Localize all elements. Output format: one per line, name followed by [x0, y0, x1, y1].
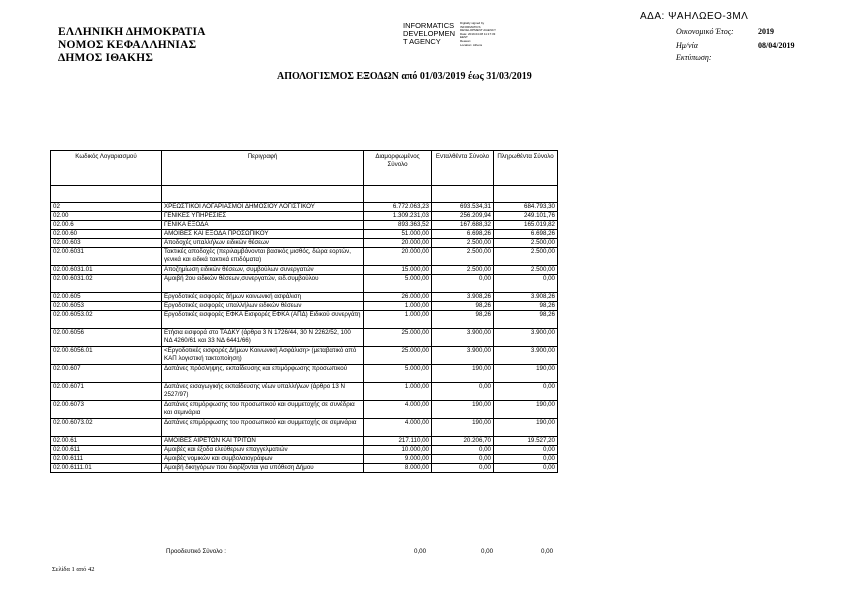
row-paid: 2.500,00: [494, 266, 558, 275]
row-committed: 98,26: [432, 311, 494, 329]
row-code: 02.00.6111.01: [51, 464, 162, 473]
row-formed: 10.000,00: [364, 446, 432, 455]
row-code: 02.00.61: [51, 437, 162, 446]
row-paid: 684.793,30: [494, 203, 558, 212]
table-row: [51, 329, 558, 347]
row-committed: 98,26: [432, 302, 494, 311]
row-paid: 0,00: [494, 446, 558, 455]
expenses-table: [50, 150, 558, 473]
row-code: 02.00.6053: [51, 302, 162, 311]
table-row: [51, 419, 558, 437]
table-row: [51, 455, 558, 464]
row-committed: 3.900,00: [432, 329, 494, 347]
fiscal-year-value: 2019: [758, 27, 774, 36]
row-formed: 893.363,52: [364, 221, 432, 230]
ada-code: ΑΔΑ: ΨΑΗΛΩΕΟ-3ΜΛ: [640, 11, 749, 22]
row-description: <Εργοδοτικές εισφορές Δήμων Κοινωνική Ασφάλιση> (μεταβατικό από ΚΑΠ λογιστική τακτοποίηση): [162, 347, 364, 365]
table-row: [51, 401, 558, 419]
table-row: [51, 302, 558, 311]
row-description: Αμοιβές νομικών και συμβολαιογράφων: [162, 455, 364, 464]
row-committed: 0,00: [432, 455, 494, 464]
table-row: [51, 221, 558, 230]
row-formed: 1.000,00: [364, 302, 432, 311]
row-formed: 25.000,00: [364, 329, 432, 347]
row-committed: 2.500,00: [432, 248, 494, 266]
row-description: Εργοδοτικές εισφορές ΕΦΚΑ Εισφορές ΕΦΚΑ (ΑΠΔ) Ειδικού συνεργάτη: [162, 311, 364, 329]
row-paid: 98,26: [494, 311, 558, 329]
row-description: ΓΕΝΙΚΕΣ ΥΠΗΡΕΣΙΕΣ: [162, 212, 364, 221]
table-row: [51, 239, 558, 248]
signature-detail: DEVELOPMENT AGENCY: [460, 28, 496, 33]
row-code: 02.00.6111: [51, 455, 162, 464]
row-code: 02.00.6071: [51, 383, 162, 401]
row-paid: 190,00: [494, 365, 558, 383]
row-paid: 98,26: [494, 302, 558, 311]
row-committed: 6.698,26: [432, 230, 494, 239]
row-code: 02.00.605: [51, 293, 162, 302]
row-description: Αμοιβή 2ου ειδικών θέσεων,συνεργατών, ειδ.συμβούλου: [162, 275, 364, 293]
row-description: ΓΕΝΙΚΑ ΕΞΟΔΑ: [162, 221, 364, 230]
row-code: 02.00.6056.01: [51, 347, 162, 365]
row-description: Δαπάνες πρόσληψης, εκπαίδευσης και επιμόρφωσης προσωπικού: [162, 365, 364, 383]
row-formed: 1.000,00: [364, 383, 432, 401]
row-committed: 3.908,26: [432, 293, 494, 302]
signature-detail: Location: Athens: [460, 42, 483, 47]
table-row: [51, 230, 558, 239]
row-formed: 6.772.063,23: [364, 203, 432, 212]
row-formed: 217.110,00: [364, 437, 432, 446]
row-description: Τακτικές αποδοχές (περιλαμβάνονται βασικός μισθός, δώρα εορτών, γενικά και ειδικά τακτικά επιδόματα): [162, 248, 364, 266]
row-committed: 3.900,00: [432, 347, 494, 365]
date-label: Ημ/νία: [676, 41, 698, 50]
signature-detail: Digitally signed by: [460, 21, 485, 25]
row-committed: 2.500,00: [432, 239, 494, 248]
table-row: [51, 203, 558, 212]
row-committed: 190,00: [432, 401, 494, 419]
row-code: 02.00.607: [51, 365, 162, 383]
col-header-committed: Ενταλθέντα Σύνολο: [432, 151, 494, 186]
row-paid: 2.500,00: [494, 239, 558, 248]
row-committed: 0,00: [432, 275, 494, 293]
row-description: Εργοδοτικές εισφορές δήμων κοινωνική ασφάλιση: [162, 293, 364, 302]
table-row: [51, 275, 558, 293]
row-formed: 25.000,00: [364, 347, 432, 365]
row-paid: 165.019,82: [494, 221, 558, 230]
progressive-total-paid: 0,00: [541, 548, 554, 555]
col-header-paid: Πληρωθέντα Σύνολο: [494, 151, 558, 186]
row-formed: 5.000,00: [364, 365, 432, 383]
table-row: [51, 383, 558, 401]
row-description: Αμοιβές και έξοδα ελεύθερων επαγγελματιών: [162, 446, 364, 455]
table-row: [51, 347, 558, 365]
row-paid: 3.900,00: [494, 329, 558, 347]
row-paid: 3.900,00: [494, 347, 558, 365]
row-formed: 8.000,00: [364, 464, 432, 473]
table-row: [51, 212, 558, 221]
table-row: [51, 248, 558, 266]
page-number: Σελίδα 1 από 42: [52, 566, 95, 573]
row-description: ΑΜΟΙΒΕΣ ΑΙΡΕΤΩΝ ΚΑΙ ΤΡΙΤΩΝ: [162, 437, 364, 446]
table-row: [51, 446, 558, 455]
header-republic: ΕΛΛΗΝΙΚΗ ΔΗΜΟΚΡΑΤΙΑ: [58, 26, 206, 38]
row-paid: 6.698,26: [494, 230, 558, 239]
row-committed: 0,00: [432, 446, 494, 455]
row-code: 02.00.6031.01: [51, 266, 162, 275]
row-paid: 190,00: [494, 401, 558, 419]
row-code: 02.00.6073: [51, 401, 162, 419]
row-formed: 4.000,00: [364, 419, 432, 437]
signature-line-3: T AGENCY: [403, 37, 441, 46]
row-paid: 0,00: [494, 455, 558, 464]
row-committed: 0,00: [432, 464, 494, 473]
row-code: 02.00.603: [51, 239, 162, 248]
row-formed: 1.000,00: [364, 311, 432, 329]
row-description: Αποζημίωση ειδικών θέσεων, συμβούλων συνεργατών: [162, 266, 364, 275]
row-code: 02.00.6053.02: [51, 311, 162, 329]
table-row: [51, 266, 558, 275]
row-description: ΧΡΕΩΣΤΙΚΟΙ ΛΟΓΑΡΙΑΣΜΟΙ ΔΗΜΟΣΙΟΥ ΛΟΓΙΣΤΙΚΟΥ: [162, 203, 364, 212]
row-code: 02.00.611: [51, 446, 162, 455]
row-paid: 0,00: [494, 275, 558, 293]
digital-signature-block: [403, 22, 455, 46]
fiscal-year-label: Οικονομικό Έτος:: [676, 27, 734, 36]
row-code: 02.00.6073.02: [51, 419, 162, 437]
row-formed: 26.000,00: [364, 293, 432, 302]
row-committed: 2.500,00: [432, 266, 494, 275]
table-header-row: [51, 151, 558, 186]
row-paid: 19.527,20: [494, 437, 558, 446]
signature-detail: Reason:: [460, 38, 472, 43]
signature-detail: INFORMATICS: [460, 24, 481, 29]
row-paid: 0,00: [494, 464, 558, 473]
row-committed: 0,00: [432, 383, 494, 401]
progressive-total-label: Προοδευτικό Σύνολο :: [166, 548, 226, 555]
row-formed: 5.000,00: [364, 275, 432, 293]
row-code: 02: [51, 203, 162, 212]
row-formed: 20.000,00: [364, 239, 432, 248]
row-code: 02.00.6031.02: [51, 275, 162, 293]
row-description: Ετήσια εισφορά στο ΤΑΔΚΥ (άρθρα 3 Ν 1726/44, 30 Ν 2262/52, 100 ΝΔ 4260/61 και 33 ΝΔ 6441/66): [162, 329, 364, 347]
table-row: [51, 365, 558, 383]
row-formed: 20.000,00: [364, 248, 432, 266]
row-description: Δαπάνες επιμόρφωσης του προσωπικού και συμμετοχής σε σεμινάρια: [162, 419, 364, 437]
page-title: ΑΠΟΛΟΓΙΣΜΟΣ ΕΞΟΔΩΝ από 01/03/2019 έως 31/03/2019: [277, 71, 532, 82]
row-code: 02.00.6056: [51, 329, 162, 347]
table-row: [51, 293, 558, 302]
row-description: Δαπάνες επιμόρφωσης του προσωπικού και συμμετοχής σε συνέδρια και σεμινάρια: [162, 401, 364, 419]
signature-line-1: INFORMATICS: [403, 21, 455, 30]
date-value: 08/04/2019: [758, 41, 795, 50]
row-formed: 15.000,00: [364, 266, 432, 275]
row-formed: 4.000,00: [364, 401, 432, 419]
table-row: [51, 311, 558, 329]
signature-line-2: DEVELOPMEN: [403, 29, 456, 38]
row-paid: 190,00: [494, 419, 558, 437]
signature-details: [460, 22, 496, 47]
row-paid: 2.500,00: [494, 248, 558, 266]
row-code: 02.00.6: [51, 221, 162, 230]
col-header-formed: Διαμορφωμένος Σύνολο: [364, 151, 432, 186]
progressive-total-formed: 0,00: [414, 548, 427, 555]
row-committed: 167.688,32: [432, 221, 494, 230]
header-municipality: ΔΗΜΟΣ ΙΘΑΚΗΣ: [58, 52, 154, 64]
progressive-total-committed: 0,00: [481, 548, 494, 555]
row-description: Δαπάνες εισαγωγικής εκπαίδευσης νέων υπαλλήλων (άρθρο 13 Ν 2527/97): [162, 383, 364, 401]
row-committed: 256.209,94: [432, 212, 494, 221]
row-committed: 190,00: [432, 365, 494, 383]
row-paid: 0,00: [494, 383, 558, 401]
row-code: 02.00.60: [51, 230, 162, 239]
header-prefecture: ΝΟΜΟΣ ΚΕΦΑΛΛΗΝΙΑΣ: [58, 39, 197, 51]
row-paid: 249.101,76: [494, 212, 558, 221]
table-row: [51, 464, 558, 473]
row-formed: 9.000,00: [364, 455, 432, 464]
row-committed: 20.206,70: [432, 437, 494, 446]
row-code: 02.00: [51, 212, 162, 221]
row-code: 02.00.6031: [51, 248, 162, 266]
col-header-description: Περιγραφή: [162, 151, 364, 186]
row-committed: 693.534,31: [432, 203, 494, 212]
row-formed: 1.309.231,03: [364, 212, 432, 221]
print-label: Εκτύπωση:: [676, 53, 712, 62]
row-description: Αμοιβή δικηγόρων που διορίζονται για υπόθεση Δήμου: [162, 464, 364, 473]
signature-detail: EEST: [460, 35, 468, 40]
row-formed: 51.000,00: [364, 230, 432, 239]
row-description: Αποδοχές υπαλλήλων ειδικών θέσεων: [162, 239, 364, 248]
row-description: ΑΜΟΙΒΕΣ ΚΑΙ ΕΞΟΔΑ ΠΡΟΣΩΠΙΚΟΥ: [162, 230, 364, 239]
table-spacer-row: [51, 186, 558, 203]
row-description: Εργοδοτικές εισφορές υπαλλήλων ειδικών θέσεων: [162, 302, 364, 311]
table-row: [51, 437, 558, 446]
col-header-code: Κωδικός Λογαριασμού: [51, 151, 162, 186]
row-committed: 190,00: [432, 419, 494, 437]
signature-detail: Date: 2019.04.08 11:17:33: [460, 31, 496, 36]
row-paid: 3.908,26: [494, 293, 558, 302]
